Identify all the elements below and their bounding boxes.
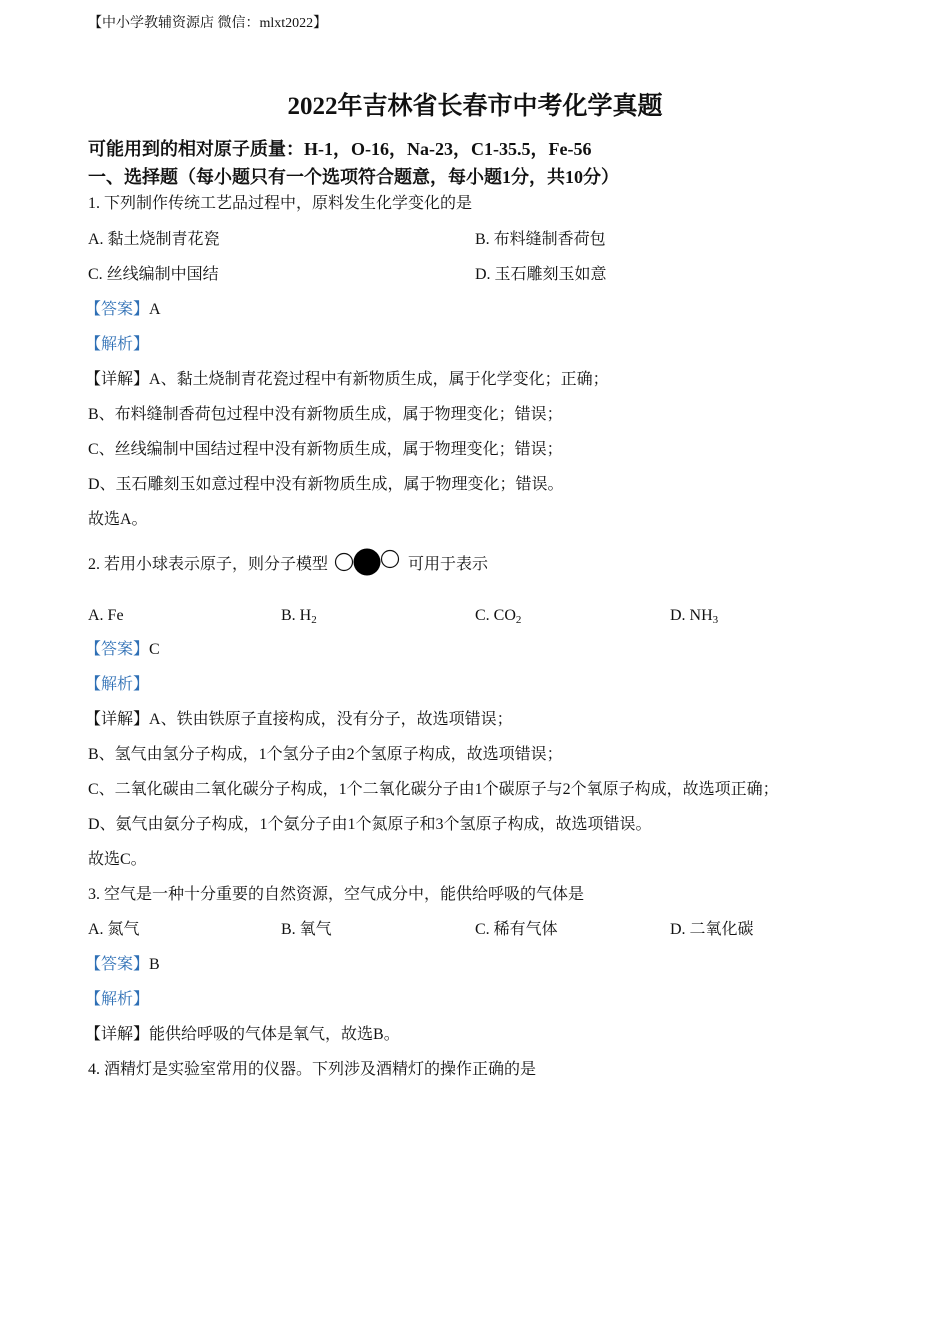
answer-tag: 【答案】: [85, 956, 150, 973]
q3-answer: [85, 954, 160, 976]
q2-option-a-label: A. Fe: [88, 607, 124, 624]
q2-option-d: [670, 605, 718, 631]
q2-option-d-sub: 3: [712, 614, 719, 626]
q3-stem: 3. 空气是一种十分重要的自然资源，空气成分中，能供给呼吸的气体是: [88, 886, 585, 903]
q2-option-b-sub: 2: [311, 614, 317, 626]
q3-detail-text: 能供给呼吸的气体是氧气，故选B。: [149, 1026, 400, 1043]
detail-tag: 【详解】: [85, 1026, 150, 1043]
q1-analysis-tag: 【解析】: [85, 336, 150, 353]
q2-detail-1: [85, 709, 513, 731]
q3-option-d: D. 二氧化碳: [670, 921, 754, 938]
q1-option-b: B. 布料缝制香荷包: [475, 231, 606, 248]
q2-detail-1-text: A、铁由铁原子直接构成，没有分子，故选项错误；: [149, 711, 513, 728]
q2-option-c-sub: 2: [515, 614, 522, 626]
q1-detail-1: [85, 369, 609, 391]
q2-stem-before: 2. 若用小球表示原子，则分子模型: [88, 556, 329, 573]
q2-option-b-label: B. H: [281, 607, 312, 624]
q3-detail: [85, 1024, 400, 1046]
detail-tag: 【详解】: [85, 371, 150, 388]
molecule-model-icon: [334, 547, 402, 583]
q2-answer-value: C: [149, 641, 160, 658]
atomic-mass-note: 可能用到的相对原子质量：H-1，O-16，Na-23，C1-35.5，Fe-56: [88, 139, 592, 159]
q1-conclusion: 故选A。: [88, 511, 148, 528]
q1-detail-4: D、玉石雕刻玉如意过程中没有新物质生成，属于物理变化；错误。: [88, 476, 564, 493]
q1-detail-1-text: A、黏土烧制青花瓷过程中有新物质生成，属于化学变化；正确；: [149, 371, 609, 388]
q1-answer-value: A: [149, 301, 161, 318]
q1-option-d: D. 玉石雕刻玉如意: [475, 266, 607, 283]
q2-option-b: [281, 605, 317, 631]
q2-option-c-label: C. CO: [475, 607, 516, 624]
q2-detail-4: D、氨气由氨分子构成，1个氨分子由1个氮原子和3个氢原子构成，故选项错误。: [88, 816, 652, 833]
q3-answer-value: B: [149, 956, 160, 973]
q3-option-b: B. 氧气: [281, 921, 332, 938]
q2-conclusion: 故选C。: [88, 851, 147, 868]
answer-tag: 【答案】: [85, 301, 150, 318]
q2-option-c: [475, 605, 521, 631]
q1-option-a: A. 黏土烧制青花瓷: [88, 231, 220, 248]
q1-answer: [85, 299, 161, 321]
q2-detail-2: B、氢气由氢分子构成，1个氢分子由2个氢原子构成，故选项错误；: [88, 746, 563, 763]
page-header: 【中小学教辅资源店 微信：mlxt2022】: [88, 16, 328, 31]
q2-detail-3: C、二氧化碳由二氧化碳分子构成，1个二氧化碳分子由1个碳原子与2个氧原子构成，故选项正确；: [88, 781, 779, 798]
q2-stem-after: 可用于表示: [408, 556, 489, 573]
page-title: 2022年吉林省长春市中考化学真题: [287, 93, 663, 120]
q2-option-d-label: D. NH: [670, 607, 713, 624]
q4-stem: 4. 酒精灯是实验室常用的仪器。下列涉及酒精灯的操作正确的是: [88, 1061, 537, 1078]
section-heading: 一、选择题（每小题只有一个选项符合题意，每小题1分，共10分）: [88, 167, 619, 187]
q2-answer: [85, 639, 160, 661]
q3-option-c: C. 稀有气体: [475, 921, 558, 938]
q1-stem: 1. 下列制作传统工艺品过程中，原料发生化学变化的是: [88, 195, 473, 212]
q1-detail-3: C、丝线编制中国结过程中没有新物质生成，属于物理变化；错误；: [88, 441, 563, 458]
q1-detail-2: B、布料缝制香荷包过程中没有新物质生成，属于物理变化；错误；: [88, 406, 563, 423]
detail-tag: 【详解】: [85, 711, 150, 728]
q2-analysis-tag: 【解析】: [85, 676, 150, 693]
q3-analysis-tag: 【解析】: [85, 991, 150, 1008]
q3-option-a: A. 氮气: [88, 921, 140, 938]
answer-tag: 【答案】: [85, 641, 150, 658]
q2-stem: [88, 545, 488, 585]
q1-option-c: C. 丝线编制中国结: [88, 266, 219, 283]
q2-option-a: [88, 605, 124, 631]
